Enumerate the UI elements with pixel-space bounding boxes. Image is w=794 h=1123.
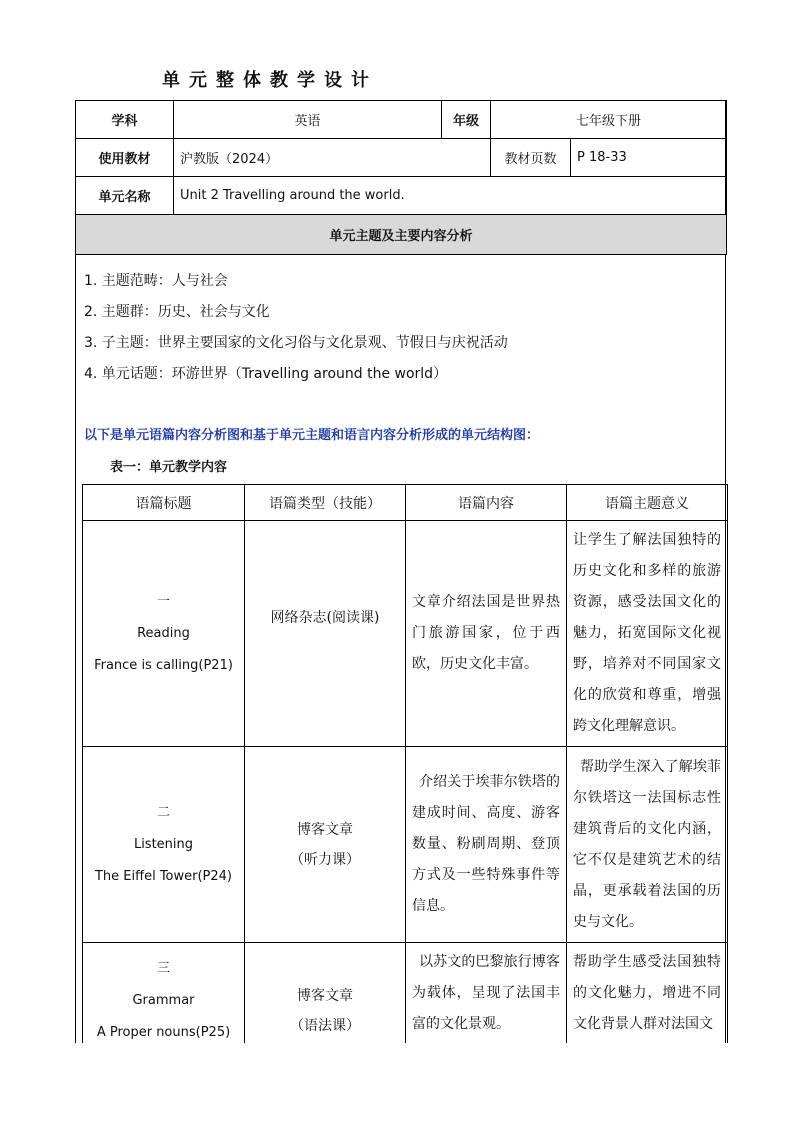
meaning-cell: 帮助学生感受法国独特的文化魅力，增进不同文化背景人群对法国文 (567, 943, 728, 1063)
row-type: 网络杂志(阅读课) (270, 610, 380, 626)
content-table (82, 484, 728, 1063)
header-meaning: 语篇主题意义 (567, 485, 728, 521)
row-type-sub: （语法课） (290, 1018, 360, 1034)
unit-value: Unit 2 Travelling around the world. (174, 177, 727, 215)
info-table (75, 100, 727, 139)
info-table-2 (75, 138, 727, 255)
row-number: 一 (156, 593, 170, 609)
pages-label: 教材页数 (491, 139, 571, 177)
row-type: 博客文章 (297, 821, 353, 838)
analysis-item: 1. 主题范畴：人与社会 (84, 273, 228, 289)
row-skill: Reading (137, 625, 190, 641)
row-name: A Proper nouns(P25) (96, 1025, 231, 1040)
analysis-item: 4. 单元话题：环游世界（Travelling around the world） (84, 366, 448, 382)
subject-value: 英语 (174, 101, 442, 139)
page-bottom-margin (0, 1043, 794, 1123)
grade-label: 年级 (442, 101, 491, 139)
analysis-item: 2. 主题群：历史、社会与文化 (84, 304, 270, 320)
table-row (83, 747, 728, 943)
intro-text: 以下是单元语篇内容分析图和基于单元主题和语言内容分析形成的单元结构图： (84, 428, 540, 443)
row-skill: Grammar (132, 993, 195, 1008)
page-title: 单元整体教学设计 (162, 70, 378, 91)
type-cell (245, 747, 406, 943)
row-name: France is calling(P21) (94, 657, 233, 673)
title-cell (83, 521, 245, 747)
header-content: 语篇内容 (406, 485, 567, 521)
row-number: 二 (156, 804, 170, 820)
analysis-item: 3. 子主题：世界主要国家的文化习俗与文化景观、节假日与庆祝活动 (84, 335, 508, 351)
type-cell (245, 521, 406, 747)
analysis-list (84, 266, 508, 390)
row-skill: Listening (133, 836, 194, 852)
header-title: 语篇标题 (83, 485, 245, 521)
table-row (83, 521, 728, 747)
textbook-label: 使用教材 (76, 139, 174, 177)
row-number: 三 (156, 961, 170, 976)
meaning-cell: 让学生了解法国独特的历史文化和多样的旅游资源，感受法国文化的魅力，拓宽国际文化视野，培养对不同国家文化的欣赏和尊重，增强跨文化理解意识。 (567, 521, 728, 747)
section-header: 单元主题及主要内容分析 (76, 215, 727, 255)
row-type: 博客文章 (297, 988, 353, 1004)
content-cell: 文章介绍法国是世界热门旅游国家，位于西欧，历史文化丰富。 (406, 521, 567, 747)
subject-label: 学科 (76, 101, 174, 139)
meaning-cell: 帮助学生深入了解埃菲尔铁塔这一法国标志性建筑背后的文化内涵，它不仅是建筑艺术的结晶，更承载着法国的历史与文化。 (567, 747, 728, 943)
grade-value: 七年级下册 (491, 101, 727, 139)
table-caption: 表一：单元教学内容 (110, 460, 228, 475)
row-name: The Eiffel Tower(P24) (94, 868, 233, 884)
textbook-value: 沪教版（2024） (174, 139, 491, 177)
content-cell: 以苏文的巴黎旅行博客为载体，呈现了法国丰富的文化景观。 (406, 943, 567, 1063)
pages-value: P 18-33 (571, 139, 727, 177)
content-cell: 介绍关于埃菲尔铁塔的建成时间、高度、游客数量、粉刷周期、登顶方式及一些特殊事件等信息。 (406, 747, 567, 943)
unit-label: 单元名称 (76, 177, 174, 215)
row-type-sub: （听力课） (290, 851, 360, 868)
title-cell (83, 747, 245, 943)
header-type: 语篇类型（技能） (245, 485, 406, 521)
